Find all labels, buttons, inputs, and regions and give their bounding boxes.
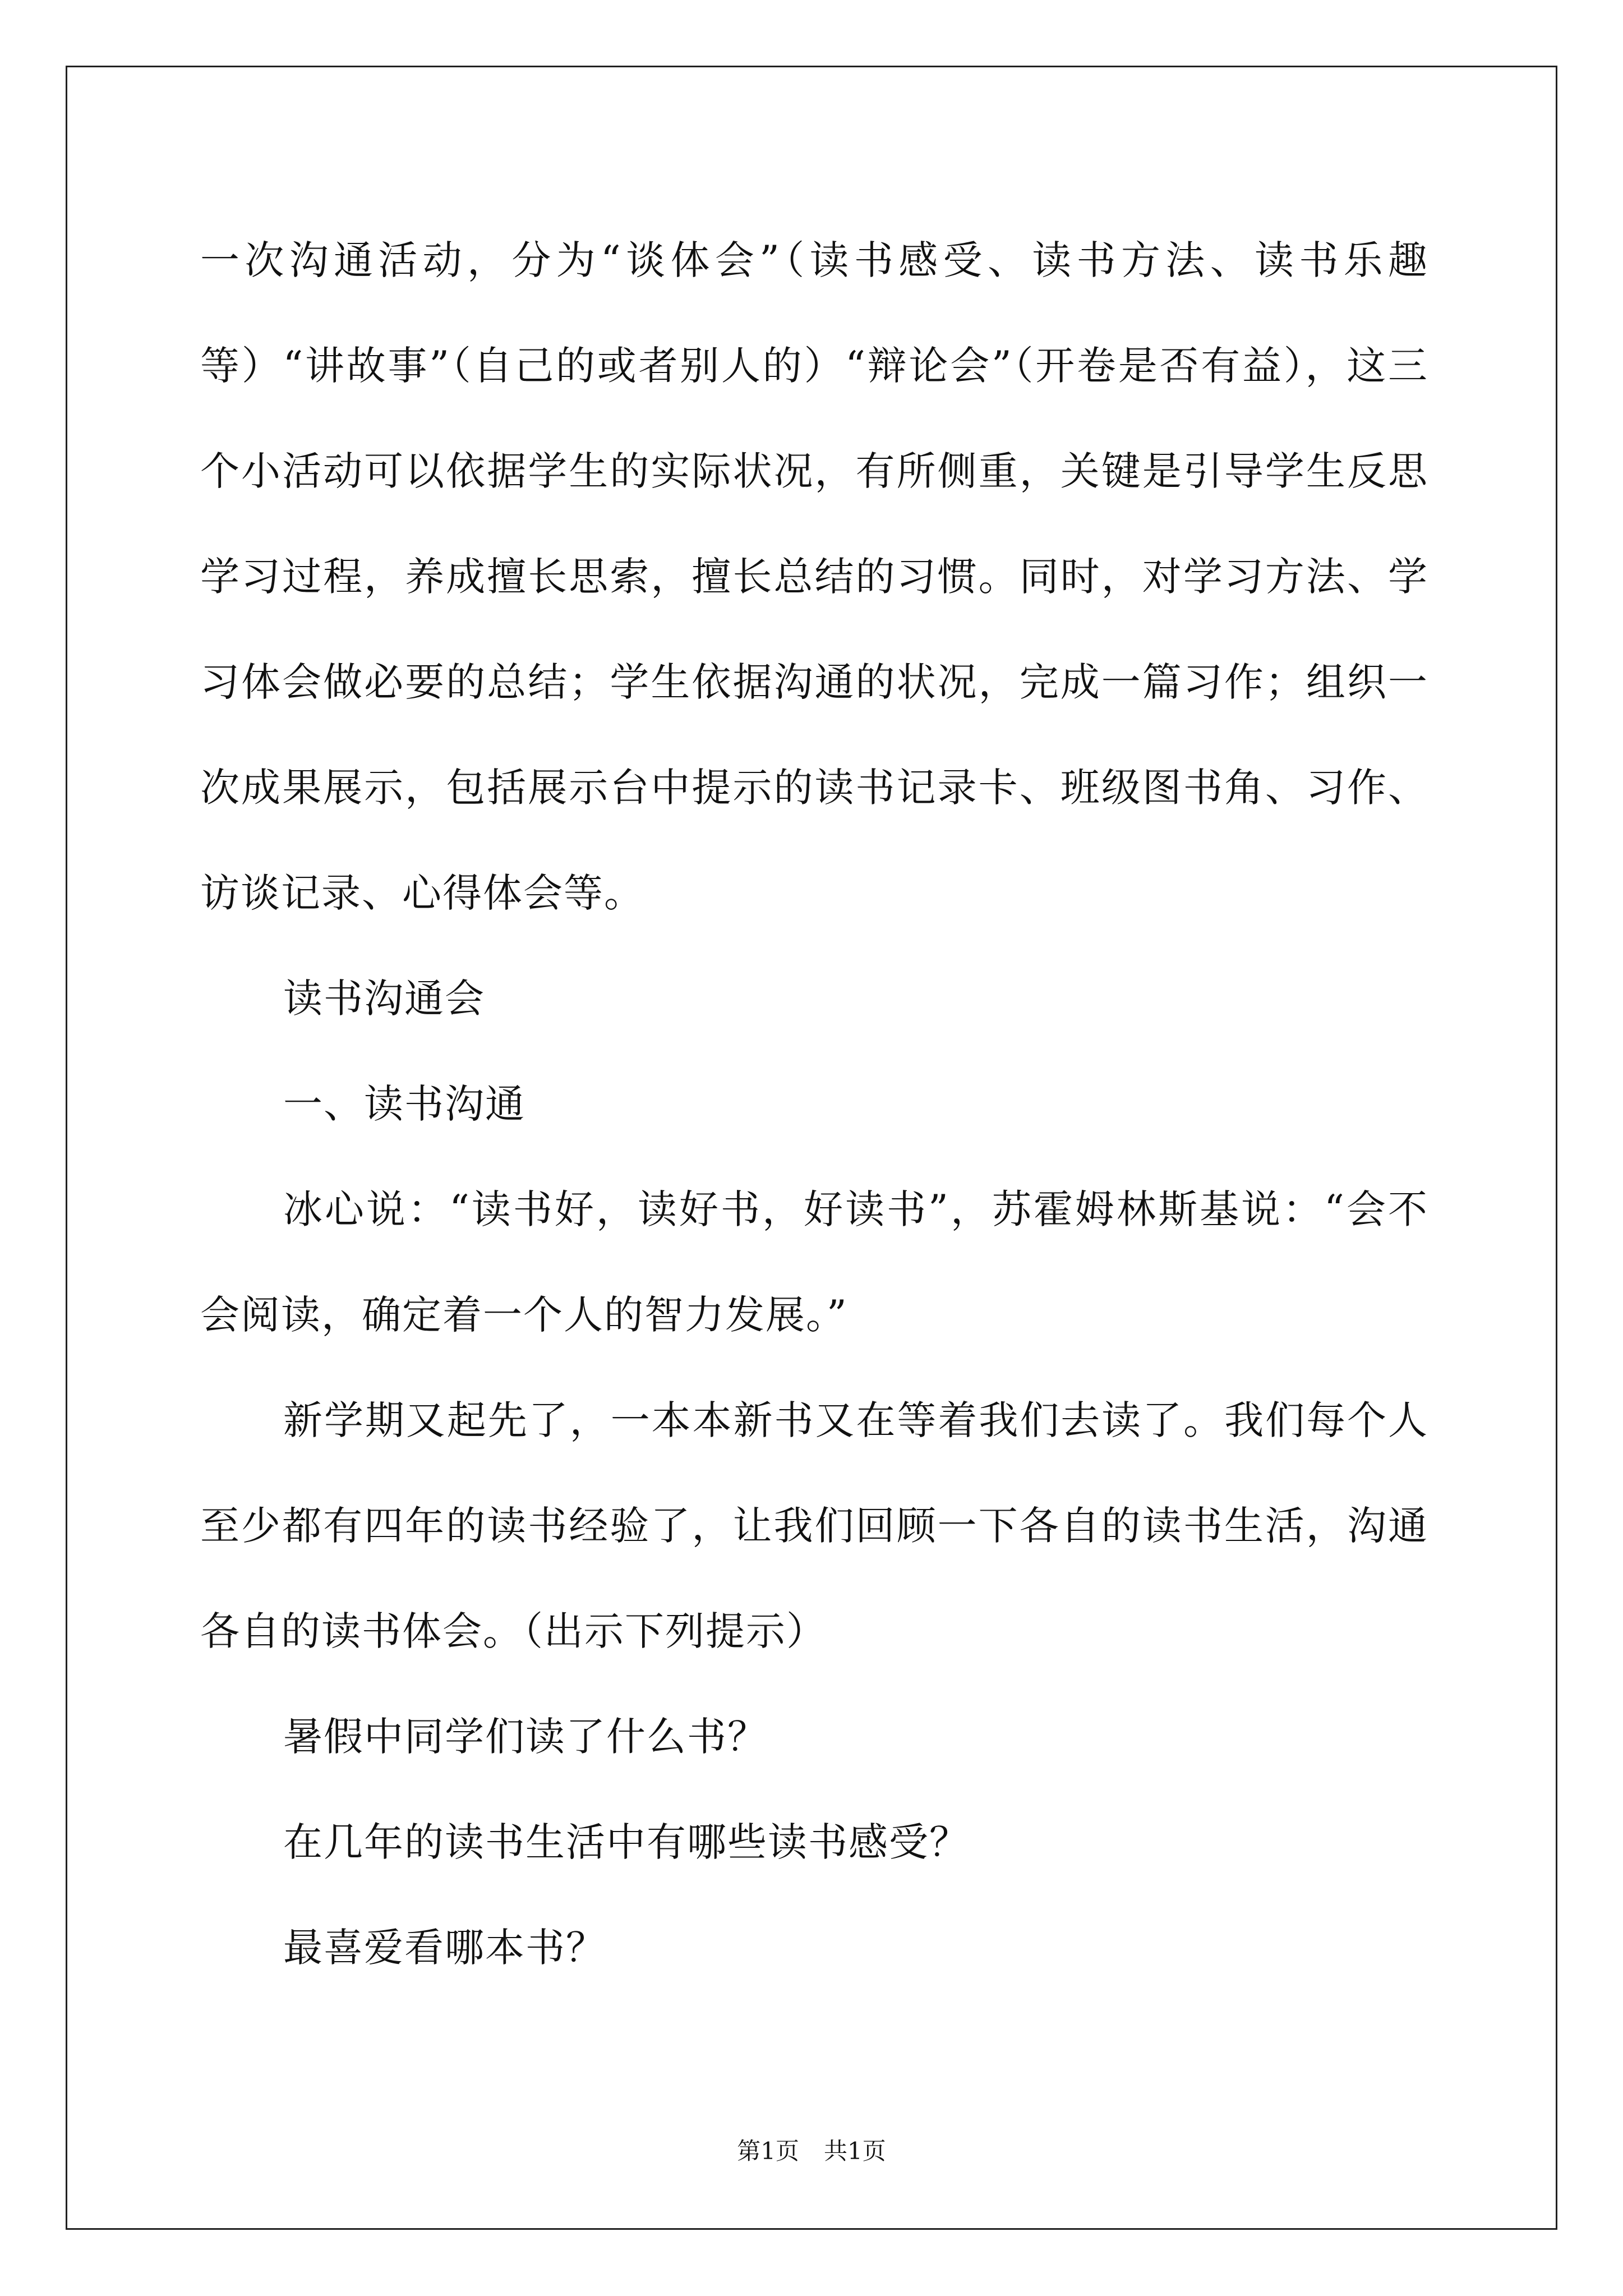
section-title: 读书沟通会 — [283, 976, 485, 1022]
current-page-number: 第1页 — [737, 2137, 799, 2165]
paragraph-intro: 新学期又起先了，一本本新书又在等着我们去读了。我们每个人至少都有四年的读书经验了，让我们回顾一下各自的读书生活，沟通各自的读书体会。（出示下列提示） — [200, 1397, 1428, 1654]
document-body — [200, 208, 1428, 2000]
paragraph-activity-description: 一次沟通活动，分为“谈体会”（读书感受、读书方法、读书乐趣等）“讲故事”（自己的或者别人的）“辩论会”（开卷是否有益），这三个小活动可以依据学生的实际状况，有所侧重，关键是引导学生反思学习过程，养成擅长思索，擅长总结的习惯。同时，对学习方法、学习体会做必要的总结；学生依据沟通的状况，完成一篇习作；组织一次成果展示，包括展示台中提示的读书记录卡、班级图书角、习作、访谈记录、心得体会等。 — [200, 237, 1428, 916]
prompt-question: 在几年的读书生活中有哪些读书感受？ — [283, 1819, 970, 1865]
section-heading: 一、读书沟通 — [283, 1081, 525, 1127]
prompt-question: 最喜爱看哪本书？ — [283, 1925, 606, 1971]
page-footer — [0, 2134, 1623, 2168]
paragraph-quote: 冰心说：“读书好，读好书，好读书”，苏霍姆林斯基说：“会不会阅读，确定着一个人的智力发展。” — [200, 1186, 1428, 1338]
prompt-question: 暑假中同学们读了什么书？ — [283, 1714, 768, 1760]
total-page-count: 共1页 — [824, 2137, 886, 2165]
